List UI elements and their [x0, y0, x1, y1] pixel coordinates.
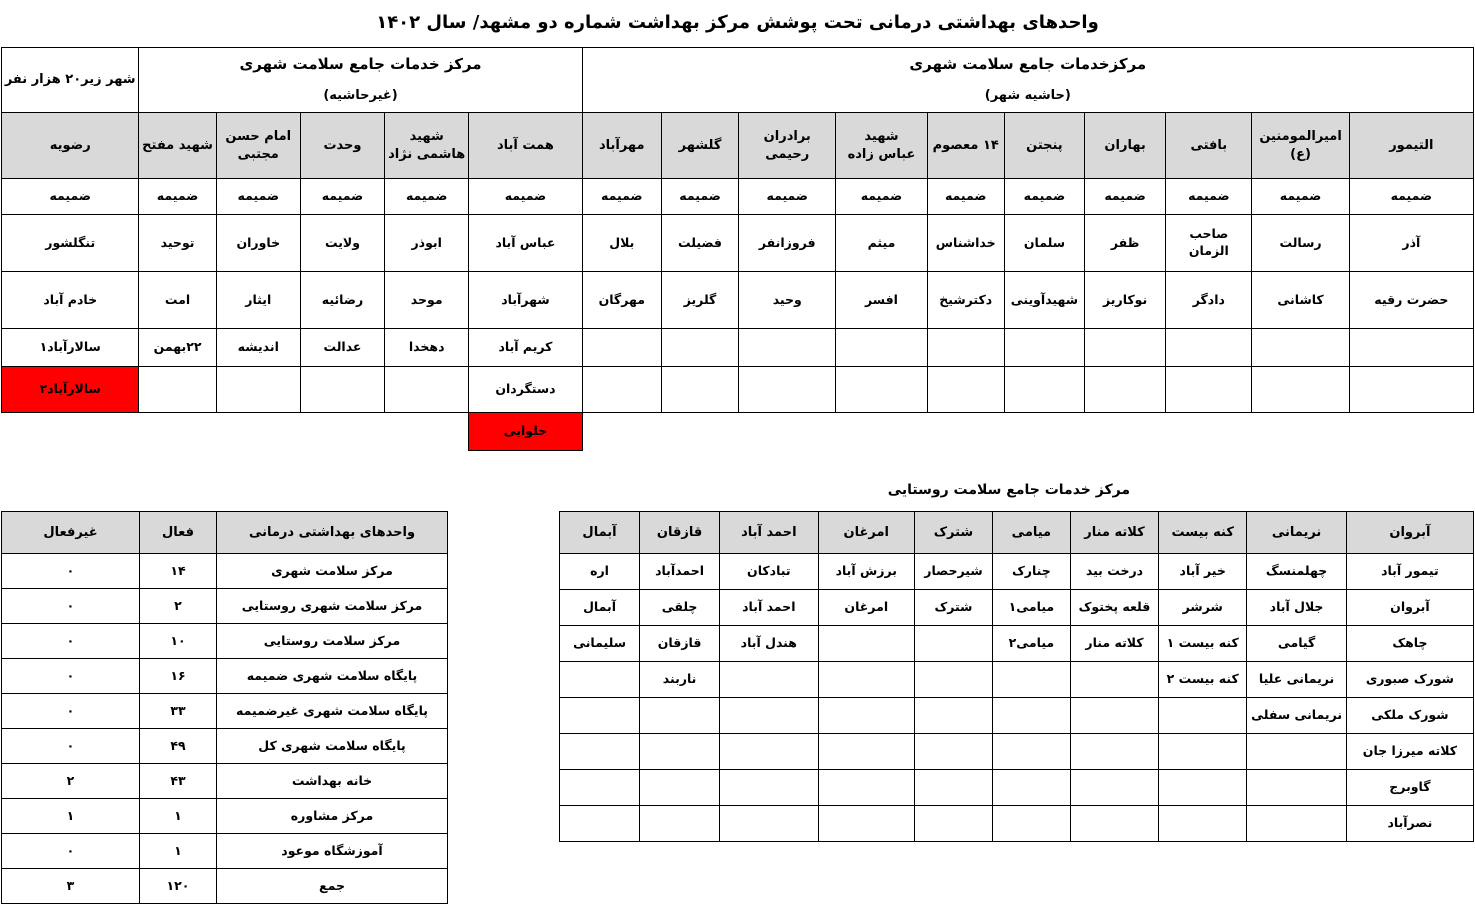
table-cell: برزش آباد [818, 554, 914, 590]
table-cell: عباس آباد [469, 215, 582, 272]
column-header: بهاران [1085, 113, 1166, 179]
table-cell: ۰ [2, 624, 140, 659]
table-cell: ناربند [640, 662, 720, 698]
column-header: کلاته منار [1070, 512, 1158, 554]
table-cell: توحید [139, 215, 216, 272]
table-cell: چنارک [992, 554, 1070, 590]
table-cell: ضمیمه [469, 179, 582, 215]
table-cell: سلمان [1004, 215, 1084, 272]
column-header: میامی [992, 512, 1070, 554]
table-cell [1349, 367, 1473, 413]
table-cell [818, 770, 914, 806]
table-cell: مرکز مشاوره [217, 799, 448, 834]
table-cell: حضرت رقیه [1349, 272, 1473, 329]
column-header: فعال [140, 512, 217, 554]
small-city-group-title: شهر زیر۲۰ هزار نفر [2, 48, 139, 113]
table-cell [1349, 413, 1473, 451]
table-row [2, 624, 448, 659]
table-cell: فروزانفر [739, 215, 836, 272]
table-cell [582, 329, 661, 367]
table-cell [818, 662, 914, 698]
column-header: امام حسن مجتبی [216, 113, 300, 179]
table-row [2, 413, 1474, 451]
table-cell: دستگردان [469, 367, 582, 413]
table-cell [582, 413, 661, 451]
table-cell: خداشناس [927, 215, 1004, 272]
table-cell: ۱ [2, 799, 140, 834]
table-cell [720, 662, 818, 698]
table-cell: نوکاریز [1085, 272, 1166, 329]
table-cell [300, 413, 384, 451]
table-cell: ۱ [140, 834, 217, 869]
table-cell [992, 662, 1070, 698]
table-cell: ۱ [140, 799, 217, 834]
table-cell: شهیدآوینی [1004, 272, 1084, 329]
table-row [2, 272, 1474, 329]
column-header: شهید مفتح [139, 113, 216, 179]
table-cell [720, 806, 818, 842]
column-header: نریمانی [1247, 512, 1347, 554]
column-header: غیرفعال [2, 512, 140, 554]
summary-table [1, 511, 448, 904]
table-cell: ضمیمه [927, 179, 1004, 215]
table-cell: صاحب الزمان [1166, 215, 1252, 272]
table-cell: پایگاه سلامت شهری ضمیمه [217, 659, 448, 694]
table-cell: شترک [914, 590, 992, 626]
table-cell [661, 329, 738, 367]
table-cell [560, 770, 640, 806]
table-cell: ضمیمه [139, 179, 216, 215]
table-cell [1159, 770, 1247, 806]
table-cell: جمع [217, 869, 448, 904]
table-cell: تبادکان [720, 554, 818, 590]
table-row [2, 589, 448, 624]
column-header: شهید هاشمی نژاد [385, 113, 469, 179]
table-cell: کلاته میرزا جان [1346, 734, 1473, 770]
table-cell [385, 367, 469, 413]
table-cell [1004, 329, 1084, 367]
table-cell: ولایت [300, 215, 384, 272]
table-cell [2, 413, 139, 451]
table-row [560, 698, 1474, 734]
table-cell [1159, 734, 1247, 770]
table-cell: مرکز سلامت شهری روستایی [217, 589, 448, 624]
column-header: برادران رحیمی [739, 113, 836, 179]
table-cell [1159, 698, 1247, 734]
table-cell: ۲ [140, 589, 217, 624]
table-cell [1070, 698, 1158, 734]
table-cell: نریمانی سفلی [1247, 698, 1347, 734]
table-cell: خادم آباد [2, 272, 139, 329]
table-cell: چهلمنسگ [1247, 554, 1347, 590]
column-header: وحدت [300, 113, 384, 179]
table-cell: ۱۶ [140, 659, 217, 694]
table-row [560, 626, 1474, 662]
page-title: واحدهای بهداشتی درمانی تحت پوشش مرکز بهداشت شماره دو مشهد/ سال ۱۴۰۲ [376, 12, 1099, 33]
table-cell: گیامی [1247, 626, 1347, 662]
table-cell [992, 806, 1070, 842]
table-cell: پایگاه سلامت شهری غیرضمیمه [217, 694, 448, 729]
table-cell: ۰ [2, 729, 140, 764]
table-cell [385, 413, 469, 451]
table-cell: افسر [836, 272, 927, 329]
table-cell [640, 734, 720, 770]
table-row [560, 554, 1474, 590]
table-cell: ۱۴ [140, 554, 217, 589]
table-cell: درخت بید [1070, 554, 1158, 590]
hashieh-group-subtitle: (حاشیه شهر) [582, 81, 1473, 113]
table-cell: فضیلت [661, 215, 738, 272]
table-cell [560, 662, 640, 698]
table-cell: احمدآباد [640, 554, 720, 590]
table-cell [1070, 806, 1158, 842]
table-cell: چاهک [1346, 626, 1473, 662]
table-cell: ضمیمه [385, 179, 469, 215]
table-cell [927, 367, 1004, 413]
table-cell: ۴۳ [140, 764, 217, 799]
table-row [2, 179, 1474, 215]
table-cell [914, 662, 992, 698]
table-cell [139, 367, 216, 413]
table-cell [1004, 413, 1084, 451]
table-cell: تنگلشور [2, 215, 139, 272]
table-cell: آبمال [560, 590, 640, 626]
table-cell [1070, 662, 1158, 698]
table-cell [720, 698, 818, 734]
table-row [2, 869, 448, 904]
table-cell: ضمیمه [1252, 179, 1349, 215]
hashieh-group-title: مرکزخدمات جامع سلامت شهری [582, 48, 1473, 81]
table-cell: ۱۲۰ [140, 869, 217, 904]
table-cell [914, 770, 992, 806]
table-cell: دهخدا [385, 329, 469, 367]
table-row [2, 694, 448, 729]
table-cell [927, 413, 1004, 451]
table-cell: قلعه پختوک [1070, 590, 1158, 626]
table-cell: ضمیمه [2, 179, 139, 215]
table-cell: شورک صبوری [1346, 662, 1473, 698]
table-cell: امرغان [818, 590, 914, 626]
table-cell: کنه بیست ۲ [1159, 662, 1247, 698]
table-cell: مهرگان [582, 272, 661, 329]
table-cell: قازقان [640, 626, 720, 662]
table-cell: آبروان [1346, 590, 1473, 626]
table-row [2, 729, 448, 764]
table-cell [914, 698, 992, 734]
table-cell: پایگاه سلامت شهری کل [217, 729, 448, 764]
table-cell: آذر [1349, 215, 1473, 272]
table-cell [1070, 770, 1158, 806]
table-cell [992, 734, 1070, 770]
table-cell [661, 367, 738, 413]
table-cell: نریمانی علیا [1247, 662, 1347, 698]
table-cell [1252, 367, 1349, 413]
table-cell: ابوذر [385, 215, 469, 272]
table-cell: ضمیمه [739, 179, 836, 215]
table-cell: کنه بیست ۱ [1159, 626, 1247, 662]
table-cell [927, 329, 1004, 367]
table-cell: ضمیمه [582, 179, 661, 215]
ghair-hashieh-group-subtitle: (غیرحاشیه) [139, 81, 582, 113]
table-cell [560, 806, 640, 842]
table-cell [216, 413, 300, 451]
table-cell: اندیشه [216, 329, 300, 367]
table-cell: ضمیمه [300, 179, 384, 215]
table-cell [1349, 329, 1473, 367]
column-header: آبروان [1346, 512, 1473, 554]
table-cell [1085, 367, 1166, 413]
table-cell: گلریز [661, 272, 738, 329]
table-cell [1004, 367, 1084, 413]
table-cell [1247, 806, 1347, 842]
column-header: شهید عباس زاده [836, 113, 927, 179]
ghair-hashieh-group-title: مرکز خدمات جامع سلامت شهری [139, 48, 582, 81]
table-cell: خیر آباد [1159, 554, 1247, 590]
table-cell [818, 806, 914, 842]
table-cell: ۴۹ [140, 729, 217, 764]
table-cell: ۰ [2, 589, 140, 624]
table-cell: جلال آباد [1247, 590, 1347, 626]
table-cell: سالارآباد۲ [2, 367, 139, 413]
column-header: التیمور [1349, 113, 1473, 179]
table-cell: ضمیمه [661, 179, 738, 215]
table-cell [914, 626, 992, 662]
table-cell: رسالت [1252, 215, 1349, 272]
column-header: رضویه [2, 113, 139, 179]
table-cell: کاشانی [1252, 272, 1349, 329]
table-cell [739, 329, 836, 367]
table-cell: ۰ [2, 659, 140, 694]
urban-centers-table [1, 47, 1474, 451]
table-cell: اره [560, 554, 640, 590]
table-row [560, 662, 1474, 698]
table-row [2, 659, 448, 694]
table-cell: ۳۳ [140, 694, 217, 729]
table-cell: ضمیمه [836, 179, 927, 215]
table-cell: ظفر [1085, 215, 1166, 272]
table-cell [582, 367, 661, 413]
column-header: ۱۴ معصوم [927, 113, 1004, 179]
table-cell: دادگر [1166, 272, 1252, 329]
rural-section-title: مرکز خدمات جامع سلامت روستایی [887, 482, 1130, 498]
table-row [560, 806, 1474, 842]
column-header: شترک [914, 512, 992, 554]
table-cell: ضمیمه [1349, 179, 1473, 215]
table-cell [720, 770, 818, 806]
table-cell: بلال [582, 215, 661, 272]
column-header: قازقان [640, 512, 720, 554]
table-cell [139, 413, 216, 451]
table-cell [1252, 329, 1349, 367]
table-cell [216, 367, 300, 413]
column-header: امرغان [818, 512, 914, 554]
table-cell [661, 413, 738, 451]
table-cell [1166, 367, 1252, 413]
table-cell [992, 770, 1070, 806]
table-cell: ضمیمه [1004, 179, 1084, 215]
table-cell [818, 698, 914, 734]
table-cell [1085, 329, 1166, 367]
column-header: کنه بیست [1159, 512, 1247, 554]
column-header: گلشهر [661, 113, 738, 179]
table-cell [640, 806, 720, 842]
table-cell: ۲۲بهمن [139, 329, 216, 367]
table-cell: رضائیه [300, 272, 384, 329]
table-cell [1247, 734, 1347, 770]
table-row [560, 590, 1474, 626]
table-row [2, 329, 1474, 367]
table-cell: ۰ [2, 834, 140, 869]
table-cell: کلاته منار [1070, 626, 1158, 662]
table-cell: میثم [836, 215, 927, 272]
table-cell: سلیمانی [560, 626, 640, 662]
table-cell: گاوبرج [1346, 770, 1473, 806]
table-cell: تیمور آباد [1346, 554, 1473, 590]
table-cell: ۳ [2, 869, 140, 904]
table-row [560, 770, 1474, 806]
table-cell [818, 734, 914, 770]
table-cell: ضمیمه [216, 179, 300, 215]
table-cell [640, 698, 720, 734]
table-cell: عدالت [300, 329, 384, 367]
table-cell [1070, 734, 1158, 770]
table-row [2, 834, 448, 869]
table-cell: دکترشیخ [927, 272, 1004, 329]
table-row [2, 215, 1474, 272]
table-cell: خاوران [216, 215, 300, 272]
table-cell [300, 367, 384, 413]
table-cell [560, 698, 640, 734]
table-cell [1159, 806, 1247, 842]
table-cell [1166, 413, 1252, 451]
table-cell [739, 413, 836, 451]
table-cell: امت [139, 272, 216, 329]
table-cell: حلوایی [469, 413, 582, 451]
table-cell: چلقی [640, 590, 720, 626]
column-header: احمد آباد [720, 512, 818, 554]
table-cell: مرکز سلامت روستایی [217, 624, 448, 659]
table-row [560, 734, 1474, 770]
table-row [2, 554, 448, 589]
table-cell: ۰ [2, 554, 140, 589]
table-cell: میامی۱ [992, 590, 1070, 626]
table-row [2, 764, 448, 799]
table-cell [836, 367, 927, 413]
column-header: مهرآباد [582, 113, 661, 179]
column-header: بافتی [1166, 113, 1252, 179]
table-cell [560, 734, 640, 770]
table-cell [739, 367, 836, 413]
table-cell [1085, 413, 1166, 451]
table-cell: شیرحصار [914, 554, 992, 590]
table-cell: کریم آباد [469, 329, 582, 367]
table-cell [836, 329, 927, 367]
column-header: واحدهای بهداشتی درمانی [217, 512, 448, 554]
table-cell: احمد آباد [720, 590, 818, 626]
table-cell: شورک ملکی [1346, 698, 1473, 734]
table-row [2, 799, 448, 834]
table-cell: ۲ [2, 764, 140, 799]
table-cell: ضمیمه [1085, 179, 1166, 215]
table-cell: شرشر [1159, 590, 1247, 626]
table-cell [1252, 413, 1349, 451]
table-cell: ایثار [216, 272, 300, 329]
table-cell [1247, 770, 1347, 806]
table-cell [836, 413, 927, 451]
table-cell: میامی۲ [992, 626, 1070, 662]
column-header: امیرالمومنین (ع) [1252, 113, 1349, 179]
table-cell: نصرآباد [1346, 806, 1473, 842]
table-row [2, 367, 1474, 413]
column-header: آبمال [560, 512, 640, 554]
column-header: همت آباد [469, 113, 582, 179]
table-cell: خانه بهداشت [217, 764, 448, 799]
table-cell [1166, 329, 1252, 367]
table-cell: آموزشگاه موعود [217, 834, 448, 869]
table-cell: ضمیمه [1166, 179, 1252, 215]
table-cell [818, 626, 914, 662]
table-cell [914, 806, 992, 842]
table-cell [914, 734, 992, 770]
rural-centers-table [559, 511, 1474, 842]
table-cell [992, 698, 1070, 734]
table-cell: شهرآباد [469, 272, 582, 329]
table-cell: سالارآباد۱ [2, 329, 139, 367]
table-cell [640, 770, 720, 806]
table-cell: ۰ [2, 694, 140, 729]
table-cell: هندل آباد [720, 626, 818, 662]
table-cell [720, 734, 818, 770]
table-cell: وحید [739, 272, 836, 329]
column-header: پنجتن [1004, 113, 1084, 179]
table-cell: موحد [385, 272, 469, 329]
table-cell: مرکز سلامت شهری [217, 554, 448, 589]
table-cell: ۱۰ [140, 624, 217, 659]
